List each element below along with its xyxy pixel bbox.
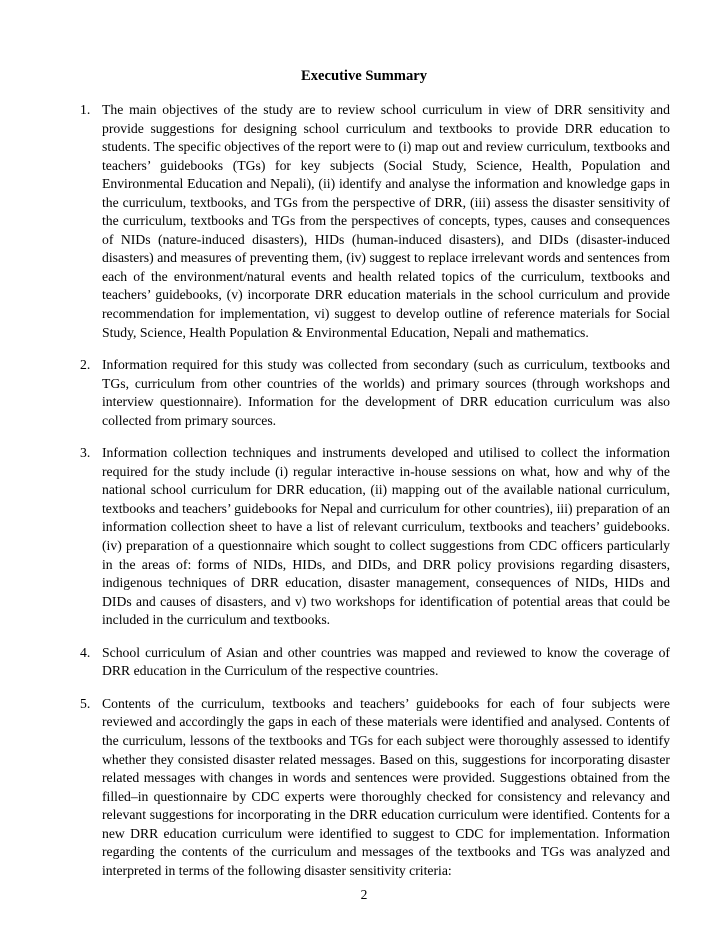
list-item-text: Information collection techniques and instruments developed and utilised to collect the information required for the study include (i) regular interactive in-house sessions on what, how and why of the national school curriculum for DRR education, (ii) mapping out of the available national curriculum, textbooks and teachers’ guidebooks for Nepal and curriculum for other countries), iii) preparation of an information collection sheet to have a list of relevant curriculum, textbooks and teachers’ guidebooks. (iv) preparation of a questionnaire which sought to collect suggestions from CDC officers particularly in the areas of: forms of NIDs, HIDs, and DIDs, and DRR policy provisions regarding disasters, indigenous techniques of DRR education, disaster management, consequences of NIDs, HIDs and DIDs and causes of disasters, and v) two workshops for identification of potential areas that could be included in the curriculum and textbooks. [102, 445, 670, 628]
numbered-list [80, 101, 670, 894]
list-item-number: 2. [80, 357, 91, 373]
list-item [80, 695, 670, 880]
list-item-text: The main objectives of the study are to review school curriculum in view of DRR sensitivity and provide suggestions for designing school curriculum and textbooks to provide DRR education to students. The specific objectives of the report were to (i) map out and review curriculum, textbooks and teachers’ guidebooks (TGs) for key subjects (Social Study, Science, Health, Population and Environmental Education and Nepali), (ii) identify and analyse the information and knowledge gaps in the curriculum, textbooks, and TGs from the perspective of DRR, (iii) assess the disaster sensitivity of the curriculum, textbooks and TGs from the perspectives of concepts, types, causes and consequences of NIDs (nature-induced disasters), HIDs (human-induced disasters), and DIDs (disaster-induced disasters) and measures of preventing them, (iv) suggest to replace irrelevant words and sentences from each of the environment/natural events and health related topics of the curriculum, textbooks and teachers’ guidebooks, (v) incorporate DRR education materials in the school curriculum and provide recommendation for implementation, vi) suggest to develop outline of reference materials for Social Study, Science, Health Population & Environmental Education, Nepali and mathematics. [102, 102, 670, 340]
list-item [80, 101, 670, 342]
list-item [80, 644, 670, 681]
list-item-text: Information required for this study was collected from secondary (such as curriculum, textbooks and TGs, curriculum from other countries of the worlds) and primary sources (through workshops and interview questionnaire). Information for the development of DRR education curriculum was also collected from primary sources. [102, 357, 670, 428]
list-item-number: 3. [80, 445, 91, 461]
list-item-text: Contents of the curriculum, textbooks and teachers’ guidebooks for each of four subjects were reviewed and accordingly the gaps in each of these materials were identified and analysed. Contents of the curriculum, lessons of the textbooks and TGs for each subject were thoroughly assessed to identify whether they consisted disaster related messages. Based on this, suggestions for incorporating disaster related messages with changes in words and sentences were provided. Suggestions obtained from the filled–in questionnaire by CDC experts were thoroughly checked for consistency and relevancy and relevant suggestions for incorporating in the DRR education curriculum were identified. Contents for a new DRR education curriculum were identified to suggest to CDC for implementation. Information regarding the contents of the curriculum and messages of the textbooks and TGs was analyzed and interpreted in terms of the following disaster sensitivity criteria: [102, 695, 670, 878]
page-title: Executive Summary [300, 68, 428, 84]
list-item [80, 356, 670, 430]
page-number: 2 [360, 887, 368, 902]
list-item-number: 4. [80, 644, 91, 660]
list-item-text: School curriculum of Asian and other countries was mapped and reviewed to know the coverage of DRR education in the Curriculum of the respective countries. [102, 644, 670, 679]
list-item [80, 444, 670, 629]
list-item-number: 1. [80, 102, 91, 117]
list-item-number: 5. [80, 695, 91, 711]
